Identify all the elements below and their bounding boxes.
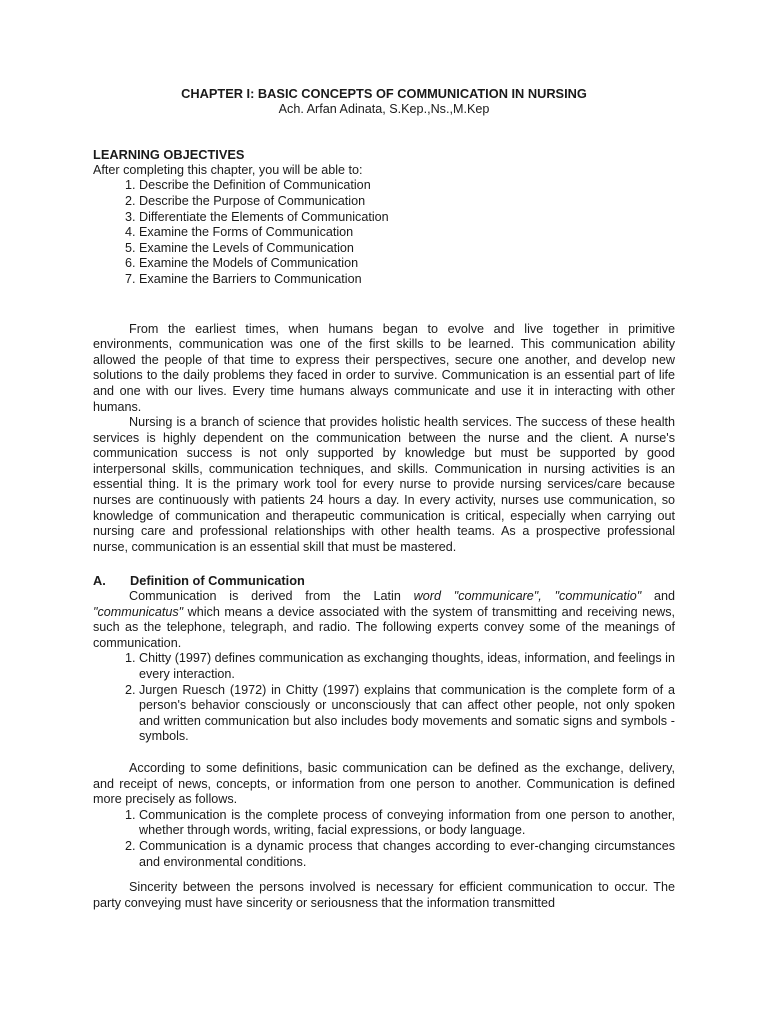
list-item: 3. Differentiate the Elements of Communication bbox=[139, 210, 675, 226]
list-item: 2. Describe the Purpose of Communication bbox=[139, 194, 675, 210]
experts-list bbox=[93, 651, 675, 745]
sincerity-paragraph: Sincerity between the persons involved is necessary for efficient communication to occur. The party conveying must have sincerity or seriousness that the information transmitted bbox=[93, 880, 675, 910]
list-item: 6. Examine the Models of Communication bbox=[139, 256, 675, 272]
definitions-list bbox=[93, 808, 675, 870]
list-item: 2. Jurgen Ruesch (1972) in Chitty (1997) explains that communication is the complete form of a person's behavior consciously or unconsciously that can affect other people, not only spoken and written communication but also includes body movements and somatic signs and symbols -symbols. bbox=[139, 683, 675, 745]
document-page bbox=[93, 86, 675, 911]
list-item: 2. Communication is a dynamic process that changes according to ever-changing circumstances and environmental conditions. bbox=[139, 839, 675, 870]
section-title: Definition of Communication bbox=[130, 573, 305, 589]
objectives-list bbox=[93, 178, 675, 287]
list-item: 1. Chitty (1997) defines communication as exchanging thoughts, ideas, information, and feelings in every interaction. bbox=[139, 651, 675, 682]
objectives-heading: LEARNING OBJECTIVES bbox=[93, 147, 245, 163]
objectives-intro: After completing this chapter, you will be able to: bbox=[93, 162, 363, 177]
list-item: 1. Communication is the complete process of conveying information from one person to another, whether through words, writing, facial expressions, or body language. bbox=[139, 808, 675, 839]
list-item: 1. Describe the Definition of Communication bbox=[139, 178, 675, 194]
section-a-heading bbox=[93, 573, 675, 589]
nursing-paragraph: Nursing is a branch of science that provides holistic health services. The success of these health services is highly dependent on the communication between the nurse and the client. A nurse's communication success is not only supported by knowledge but must be supported by good interpersonal skills, communication techniques, and skills. Communication in nursing activities is an essential thing. It is the primary work tool for every nurse to provide nursing services/care because nurses are continuously with patients 24 hours a day. In every activity, nurses use communication, so knowledge of communication and therapeutic communication is critical, especially when carrying out nursing care and professional relationships with other health teams. As a prospective professional nurse, communication is an essential skill that must be mastered. bbox=[93, 415, 675, 554]
list-item: 4. Examine the Forms of Communication bbox=[139, 225, 675, 241]
intro-paragraph: From the earliest times, when humans began to evolve and live together in primitive environments, communication was one of the first skills to be learned. This communication ability allowed the people of that time to express their perspectives, secure one another, and develop new solutions to the daily problems they faced in order to survive. Communication is an essential part of life and one with our lives. Every time humans always communicate and use it in interacting with other humans. bbox=[93, 321, 675, 414]
list-item: 7. Examine the Barriers to Communication bbox=[139, 272, 675, 288]
author-line: Ach. Arfan Adinata, S.Kep.,Ns.,M.Kep bbox=[278, 101, 490, 116]
definitions-intro: According to some definitions, basic communication can be defined as the exchange, delivery, and receipt of news, concepts, or information from one person to another. Communication is defined more precisely as follows. bbox=[93, 760, 675, 807]
section-letter: A. bbox=[93, 573, 106, 589]
definition-paragraph: Communication is derived from the Latin word "communicare", "communicatio" and "communicatus" which means a device associated with the system of transmitting and receiving news, such as the telephone, telegraph, and radio. The following experts convey some of the meanings of communication. bbox=[93, 589, 676, 650]
list-item: 5. Examine the Levels of Communication bbox=[139, 241, 675, 257]
chapter-title: CHAPTER I: BASIC CONCEPTS OF COMMUNICATION IN NURSING bbox=[181, 86, 587, 101]
